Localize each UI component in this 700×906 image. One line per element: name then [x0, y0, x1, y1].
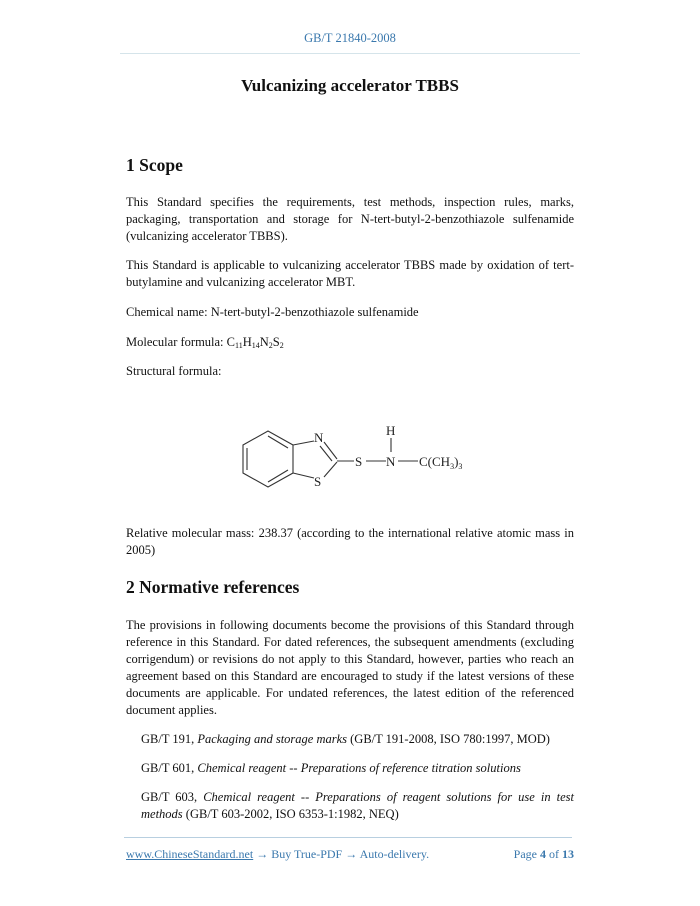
group-sub2: 3 [458, 462, 463, 471]
section-heading-scope: 1 Scope [126, 155, 183, 175]
page-indicator [514, 847, 574, 862]
structural-formula [230, 415, 490, 500]
footer [126, 847, 574, 862]
relative-molecular-mass: Relative molecular mass: 238.37 (according to the international relative atomic mass in 2005) [126, 526, 574, 557]
mf-c: C [226, 335, 236, 349]
reference-item [141, 760, 574, 777]
ref-title: Chemical reagent -- Preparations of reference titration solutions [197, 761, 521, 775]
ref-title: Chemical reagent -- Preparations of reagent solutions for use in test methods [141, 790, 574, 821]
reference-item [141, 731, 574, 748]
footer-promo: → Buy True-PDF → Auto-delivery. [253, 847, 430, 861]
mf-c-n: 11 [235, 341, 243, 350]
ref-note: (GB/T 191-2008, ISO 780:1997, MOD) [347, 732, 550, 746]
page-number: 4 [540, 847, 546, 861]
hydrogen-atom: H [386, 423, 396, 438]
mf-h-n: 14 [251, 341, 260, 350]
scope-paragraph-1: This Standard specifies the requirements, test methods, inspection rules, marks, packaging, transportation and storage for N-tert-butyl-2-benzothiazole sulfenamide (vulcanizing accelerator TBBS). [126, 195, 574, 243]
mf-n-n: 2 [268, 341, 273, 350]
normative-paragraph: The provisions in following documents become the provisions of this Standard through reference in this Standard. For dated references, the subsequent amendments (excluding corrigendum) or revisions do not apply to this Standard, however, parties who reach an agreement based on this Standard are encouraged to study if the latest versions of these documents are applicable. For undated references, the latest edition of the referenced document applies. [126, 618, 574, 717]
page-total: 13 [562, 847, 574, 861]
page-title: Vulcanizing accelerator TBBS [241, 76, 459, 95]
page-word: Page [513, 847, 540, 861]
sulfur-atom: S [355, 454, 363, 469]
chemical-name: Chemical name: N-tert-butyl-2-benzothiazole sulfenamide [126, 305, 419, 319]
header-divider [120, 53, 580, 54]
ring-sulfur: S [314, 474, 322, 489]
mf-h: H [242, 335, 252, 349]
nitrogen-atom: N [386, 454, 396, 469]
mf-s-n: 2 [279, 341, 284, 350]
ring-nitrogen: N [314, 430, 324, 445]
molecular-formula-label: Molecular formula: [126, 335, 227, 349]
group-close: ) [454, 454, 459, 469]
ref-code: GB/T 191, [141, 732, 198, 746]
group-text: C(CH [419, 454, 451, 469]
ref-code: GB/T 603, [141, 790, 204, 804]
ref-title: Packaging and storage marks [197, 732, 348, 746]
scope-paragraph-2: This Standard is applicable to vulcanizing accelerator TBBS made by oxidation of tert-butylamine and vulcanizing accelerator MBT. [126, 258, 574, 289]
reference-item [141, 789, 574, 823]
website-link[interactable]: www.ChineseStandard.net [126, 847, 254, 861]
molecular-formula [126, 334, 574, 354]
group-sub: 3 [450, 462, 455, 471]
structural-formula-label: Structural formula: [126, 364, 222, 378]
ref-note: (GB/T 603-2002, ISO 6353-1:1982, NEQ) [182, 807, 399, 821]
tert-butyl-group [419, 454, 462, 471]
mf-n: N [259, 335, 269, 349]
section-heading-normative-references: 2 Normative references [126, 577, 300, 597]
header-doc-code: GB/T 21840-2008 [304, 31, 396, 45]
page-of: of [546, 847, 562, 861]
ref-code: GB/T 601, [141, 761, 198, 775]
footer-divider [124, 837, 572, 838]
mf-s: S [272, 335, 280, 349]
